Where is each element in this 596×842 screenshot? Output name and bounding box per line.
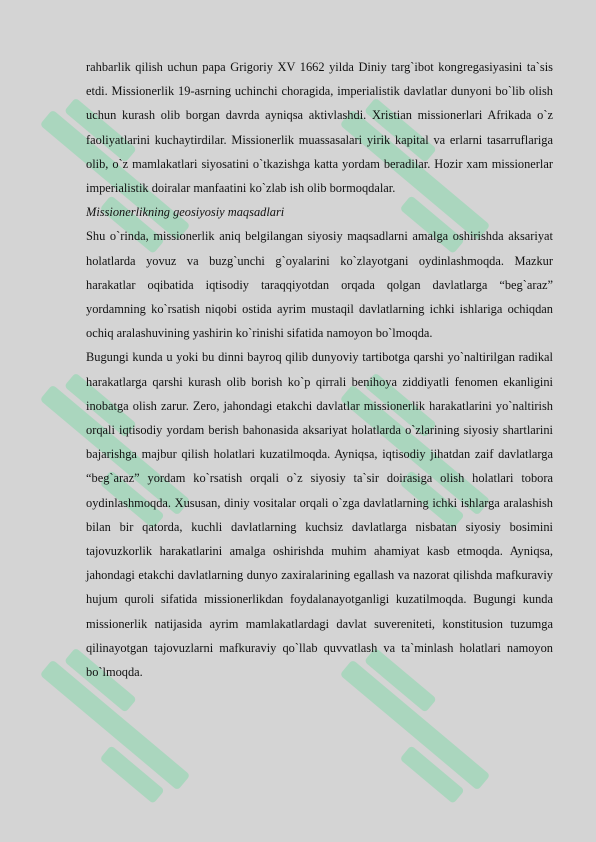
paragraph-today: Bugungi kunda u yoki bu dinni bayroq qilib dunyoviy tartibotga qarshi yo`naltirilgan radikal harakatlarga qarshi kurash olib borish ko`p qirrali benihoya ziddiyatli fenomen ekanligini inobatga olish zarur. Zero, jahondagi etakchi davlatlar missionerlik harakatlarini yo`naltirish orqali iqtisodiy yordam berish bahonasida aksariyat holatlarda o`zlarining siyosiy shartlarini bajarishga majbur qilish holatlari kuzatilmoqda. Ayniqsa, iqtisodiy jihatdan zaif davlatlarga “beg`araz” yordam ko`rsatish orqali o`z siyosiy ta`sir doirasiga olish holatlari tobora oydinlashmoqda. Xususan, diniy vositalar orqali o`zga davlatlarning ichki ishlarga aralashish bilan bir qatorda, kuchli davlatlarning kuchsiz davlatlarga nisbatan siyosiy bosimini tajovuzkorlik harakatlarini amalga oshirishda muhim ahamiyat kasb etmoqda. Ayniqsa, jahondagi etakchi davlatlarning dunyo zaxiralarining egallash va nazorat qilishda mafkuraviy hujum quroli sifatida missionerlikdan foydalanayotganligi kuzatilmoqda. Bugungi kunda missionerlik natijasida ayrim mamlakatlardagi davlat suvereniteti, konstitusion tuzumga qilinayotgan tajovuzlarni mafkuraviy qo`llab quvvatlash va ta`minlash holatlari namoyon bo`lmoqda. — [86, 350, 553, 680]
document-body — [86, 55, 553, 684]
paragraph-intro: rahbarlik qilish uchun papa Grigoriy XV 1662 yilda Diniy targ`ibot kongregasiyasini ta`sis etdi. Missionerlik 19-asrning uchinchi choragida, imperialistik davlatlar dunyoni bo`lib olish uchun kurash olib borgan davrda ayniqsa aktivlashdi. Xristian missionerlari Afrikada o`z faoliyatlarini kuchaytirdilar. Missionerlik muassasalari yirik kapital va erlarni tasarruflariga olib, o`z mamlakatlari siyosatini o`tkazishga katta yordam beradilar. Hozir xam missionerlar imperialistik doiralar manfaatini ko`zlab ish olib bormoqdalar. — [86, 60, 553, 196]
section-heading: Missionerlikning geosiyosiy maqsadlari — [86, 205, 285, 220]
paragraph-goals: Shu o`rinda, missionerlik aniq belgilangan siyosiy maqsadlarni amalga oshirishda aksariyat holatlarda yovuz va buzg`unchi g`oyalarini ko`zlayotgani oydinlashmoqda. Mazkur harakatlar oqibatida iqtisodiy taraqqiyotdan orqada qolgan davlatlarga “beg`araz” yordamning ko`rsatish niqobi ostida ayrim mustaqil davlatlarning ichki ishlariga ochiqdan ochiq aralashuvining yashirin ko`rinishi sifatida namoyon bo`lmoqda. — [86, 229, 553, 341]
